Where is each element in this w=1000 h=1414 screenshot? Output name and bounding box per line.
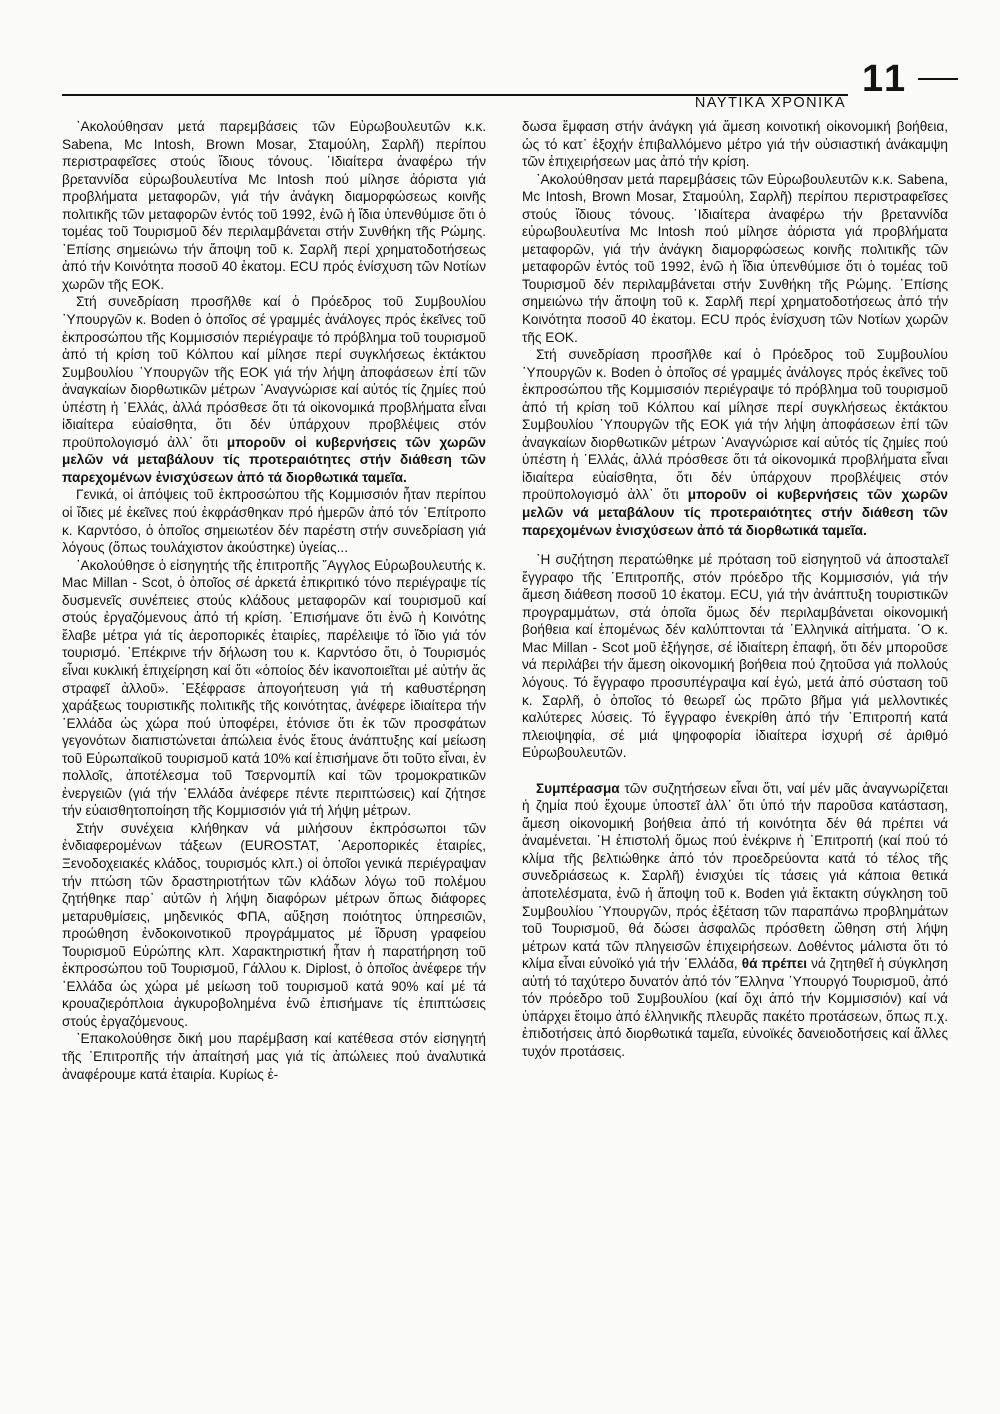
bold-text: μποροῦν οἱ κυβερνήσεις τῶν χωρῶν μελῶν νά μεταβάλουν τίς προτεραιότητες στήν διάθεση τῶν παρεχομένων ἐνισχύσεων ἀπό τά διορθωτικά ταμεῖα.	[522, 487, 948, 538]
bold-text: θά πρέπει	[741, 956, 808, 972]
paragraph: ῾Η συζήτηση περατώθηκε μέ πρόταση τοῦ εἰσηγητοῦ νά ἀποσταλεῖ ἔγγραφο τῆς ᾿Επιτροπῆς, στόν πρόεδρο τῆς Κομμισσιόν, γιά τήν ἄμεση διάθεση ποσοῦ 10 ἑκατομ. ECU, γιά τήν ἀνάπτυξη τουριστικῶν προγραμμάτων, στά ὁποῖα ὅμως δέν περιλαμβάνεται οἰκονομική βοήθεια καί ἑπομένως δέν καλύπτονται τά ῾Ελληνικά αἰτήματα. ῾Ο κ. Mac Millan - Scot μοῦ ἐξήγησε, σέ ἰδιαίτερη ἐπαφή, ὅτι δέν μποροῦσε νά περιλάβει τήν ἄμεση οἰκονομική βοήθεια πού ζητοῦσα γιά πολλούς λόγους. Τό ἔγγραφο προσυπέγραψα καί ἐγώ, μετά ἀπό σύσταση τοῦ κ. Σαρλῆ, ὁ ὁποῖος τό θεωρεῖ ὡς πρῶτο βῆμα γιά μελλοντικές καλύτερες λύσεις. Τό ἔγγραφο ἐνεκρίθη ἀπό τήν ᾿Επιτροπή κατά πλειοψηφία, σέ μιά ψηφοφορία ἰδιαίτερα ἰσχυρή σέ ἀριθμό Εὐρωβουλευτῶν.	[522, 552, 948, 761]
paragraph: ᾿Ακολούθησαν μετά παρεμβάσεις τῶν Εὐρωβουλευτῶν κ.κ. Sabena, Mc Intosh, Brown Mosar, Σταμούλη, Σαρλῆ) περίπου περιστραφεῖσες στούς ἴδιους τόνους. ᾿Ιδιαίτερα ἀναφέρω τήν βρεταννίδα εὐρωβουλευτίνα Mc Intosh πού μίλησε ἀόριστα γιά προβλήματα μεταφορῶν, γιά τήν ἀνάγκη διαμορφώσεως κοινῆς πολιτικῆς τῶν μεταφορῶν ἐντός τοῦ 1992, ἐνῶ ἡ ἴδια ὑπενθύμισε ὅτι ὁ τομέας τοῦ Τουρισμοῦ δέν περιλαμβάνεται στήν Συνθήκη τῆς Ρώμης. ᾿Επίσης σημειώνω τήν ἄποψη τοῦ κ. Σαρλῆ περί χρηματοδοτήσεως ἀπό τήν Κοινότητα ποσοῦ 40 ἑκατομ. ECU πρός ἐνίσχυση τῶν Νοτίων χωρῶν τῆς ΕΟΚ.	[62, 119, 486, 292]
paragraph: Στήν συνέχεια κλήθηκαν νά μιλήσουν ἐκπρόσωποι τῶν ἐνδιαφερομένων τάξεων (EUROSTAT, ᾿Αεροπορικές ἑταιρίες, Ξενοδοχειακές κλάδος, τουρισμός κλπ.) οἱ ὁποῖοι γενικά περιέγραψαν τήν πτώση τῶν δραστηριοτήτων τῶν κλάδων λόγω τοῦ πολέμου ζητήθηκε παρ᾿ αὐτῶν ἡ λήψη διαφόρων μέτρων ὅπως διάφορες μεταρυθμίσεις, μηδενικός ΦΠΑ, αὔξηση ποιότητος ὑπηρεσιῶν, προώθηση ἐνδοκοινοτικοῦ προγράμματος μέ ἵδρυση γραφείου Τουρισμοῦ Εὐρώπης κλπ. Χαρακτηριστική ἦταν ἡ παρατήρηση τοῦ ἐκπροσώπου τοῦ Τουρισμοῦ, Γάλλου κ. Diplost, ὁ ὁποῖος ἀνέφερε τήν ῾Ελλάδα ὡς χώρα μέ μείωση τοῦ τουρισμοῦ κατά 90% καί μέ τά κρουαζιερόπλοια ἀγκυροβολημένα ἐνῶ ἐπισήμανε τίς ἐπιπτώσεις στούς ἐργαζόμενους.	[62, 820, 486, 1029]
paragraph	[522, 780, 948, 1061]
paragraph	[522, 346, 948, 539]
text-run: νά ζητηθεῖ ἡ σύγκληση αὐτή τό ταχύτερο δυνατόν ἀπό τόν ῞Ελληνα ῾Υπουργό Τουρισμοῦ, ἀπό τόν πρόεδρο τοῦ Συμβουλίου (καί ὄχι ἀπό τήν Κομμισσιόν) καί νά ὑπάρχει ἕτοιμο ἀπό ἑλληνικῆς πλευρᾶς πακέτο προτάσεων, ὅπως π.χ. ἐπιδοτήσεις ἀπό διορθωτικά ταμεῖα, εὐνοϊκές δανειοδοτήσεις καί ἄλλες τυχόν προτάσεις.	[522, 956, 948, 1059]
paragraph: Γενικά, οἱ ἀπόψεις τοῦ ἐκπροσώπου τῆς Κομμισσιόν ἦταν περίπου οἱ ἴδιες μέ ἐκεῖνες πού ἐκφράσθηκαν πρό ἡμερῶν ἀπό τόν ᾿Επίτροπο κ. Καρντόσο, ὁ ὁποῖος σημειωτέον δέν παρέστη στήν συνεδρίαση γιά λόγους (ὅπως τουλάχιστον ἀκούστηκε) ὑγείας...	[62, 487, 486, 556]
header-rule-right	[918, 78, 958, 80]
bold-text: Συμπέρασμα	[536, 780, 620, 796]
paragraph: ᾿Ακολούθησε ὁ εἰσηγητής τῆς ἐπιτροπῆς ῎Αγγλος Εὐρωβουλευτής κ. Mac Millan - Scot, ὁ ὁποῖος σέ ἀρκετά ἐπικριτικό τόνο περιέγραψε τίς δυσμενεῖς συνέπειες στούς κλάδους μεταφορῶν καί τουρισμοῦ καί στούς ἐργαζόμενους ἀπό τή κρίση. ᾿Επισήμανε ὅτι ἐνῶ ἡ Κοινότης ἔλαβε μέτρα γιά τίς ἀεροπορικές ἑταιρίες, παρέλειψε τό ἴδιο γιά τόν τουρισμό. ᾿Επέκρινε τήν δήλωση του κ. Καρντόσο ὅτι, ὁ Τουρισμός εἶναι κυκλική ἐπιχείρηση καί ὅτι «ὁποίος δέν ἱκανοποιεῖται μέ αὐτήν ἄς στραφεῖ ἀλλοῦ». ᾿Εξέφρασε ἀπογοήτευση γιά τή καθυστέρηση χαράξεως τουριστικῆς πολιτικῆς τῆς κοινότητας, ἀνέφερε ἰδιαίτερα τήν ῾Ελλάδα ὡς χώρα πού ὑποφέρει, ἐτόνισε ὅτι ἐκ τῶν προσφάτων γεγονότων διαπιστώνεται ἀπώλεια ἑνός ἔτους ἀνάπτυξης καί μείωση τοῦ Εὐρωπαϊκοῦ τουρισμοῦ κατά 10% καί ἐπισήμανε ὅτι τοῦτο εἶναι, ἐν πολλοῖς, ἀποτέλεσμα τοῦ Τσερνομπίλ καί τῶν τρομοκρατικῶν ἐνεργειῶν (γιά τήν ῾Ελλάδα ἀνέφερε πέντε περιπτώσεις) καί ζήτησε τήν εὐαισθητοποίηση τῆς Κομμισσιόν γιά τή λήψη μέτρων.	[62, 557, 486, 819]
text-run: τῶν συζητήσεων εἶναι ὅτι, ναί μέν μᾶς ἀναγνωρίζεται ἡ ζημία πού ἔχουμε ὑποστεῖ ἀλλ᾿ ὅτι ὑπό τήν παροῦσα κατάσταση, ἄμεση οἰκονομική βοήθεια ἀπό τή κοινότητα δέν θά πρέπει νά ἀναμένεται. ῾Η ἐπιστολή ὅμως πού ἐνέκρινε ἡ ᾿Επιτροπή (καί πού τό κλίμα τῆς βελτιώθηκε ἀπό τόν προεδρεύοντα κατά τό τέλος τῆς συνεδριάσεως κ. Σαρλῆ) ἐνισχύει τίς τάσεις γιά κάποια θετικά ἀποτελέσματα, ἐνῶ ἡ ἄποψη τοῦ κ. Boden γιά ἔκτακτη σύγκληση τοῦ Συμβουλίου ῾Υπουργῶν, πρός ἐξέταση τῶν παραπάνω προβλημάτων τοῦ Τουρισμοῦ, θά δώσει ἀσφαλῶς πρόσθετη ὤθηση στή λήψη μέτρων κατά τῶν πληγεισῶν ἐπιχειρήσεων. Δοθέντος μάλιστα ὅτι τό κλίμα εἶναι εὐνοϊκό γιά τήν ῾Ελλάδα,	[522, 780, 948, 972]
publication-title: ΝΑΥΤΙΚΑ ΧΡΟΝΙΚΑ	[694, 95, 846, 111]
paragraph	[62, 293, 486, 486]
right-column	[522, 118, 948, 1060]
page-number: 11	[862, 58, 909, 100]
bold-text: μποροῦν οἱ κυβερνήσεις τῶν χωρῶν μελῶν νά μεταβάλουν τίς προτεραιότητες στήν διάθεση τῶν παρεχομένων ἐνισχύσεων ἀπό τά διορθωτικά ταμεῖα.	[62, 434, 486, 485]
text-run: Στή συνεδρίαση προσῆλθε καί ὁ Πρόεδρος τοῦ Συμβουλίου ῾Υπουργῶν κ. Boden ὁ ὁποῖος σέ γραμμές ἀνάλογες πρός ἐκεῖνες τοῦ ἐκπροσώπου τῆς Κομμισσιόν περιέγραψε τό πρόβλημα τοῦ τουρισμοῦ ἀπό τή κρίση τοῦ Κόλπου καί μίλησε περί συγκλήσεως ἐκτάκτου Συμβουλίου ῾Υπουργῶν τῆς ΕΟΚ γιά τήν λήψη ἀποφάσεων ἐπί τῶν ἀναγκαίων διορθωτικῶν μέτρων ᾿Αναγνώρισε καί αὐτός τίς ζημίες πού ὑπέστη ἡ ῾Ελλάς, ἀλλά πρόσθεσε ὅτι τά οἰκονομικά προβλήματα εἶναι ἰδιαίτερα εὐαίσθητα, ὅτι δέν ὑπάρχουν προβλέψεις στόν προϋπολογισμό ἀλλ᾿ ὅτι	[522, 347, 948, 503]
left-column	[62, 118, 486, 1083]
paragraph: ᾿Επακολούθησε δική μου παρέμβαση καί κατέθεσα στόν εἰσηγητή τῆς ᾿Επιτροπῆς τήν ἀπαίτησή μας γιά τίς ἀπώλειες πού ἀναλυτικά ἀναφέρουμε κατά ἑταιρία. Κυρίως ἐ-	[62, 1031, 486, 1082]
paragraph: ᾿Ακολούθησαν μετά παρεμβάσεις τῶν Εὐρωβουλευτῶν κ.κ. Sabena, Mc Intosh, Brown Mosar, Σταμούλη, Σαρλῆ) περίπου περιστραφεῖσες στούς ἴδιους τόνους. ᾿Ιδιαίτερα ἀναφέρω τήν βρεταννίδα εὐρωβουλευτίνα Mc Intosh πού μίλησε ἀόριστα γιά προβλήματα μεταφορῶν, γιά τήν ἀνάγκη διαμορφώσεως κοινῆς πολιτικῆς τῶν μεταφορῶν ἐντός τοῦ 1992, ἐνῶ ἡ ἴδια ὑπενθύμισε ὅτι ὁ τομέας τοῦ Τουρισμοῦ δέν περιλαμβάνεται στήν Συνθήκη τῆς Ρώμης. ᾿Επίσης σημειώνω τήν ἄποψη τοῦ κ. Σαρλῆ περί χρηματοδοτήσεως ἀπό τήν Κοινότητα ποσοῦ 40 ἑκατομ. ECU πρός ἐνίσχυση τῶν Νοτίων χωρῶν τῆς ΕΟΚ.	[522, 171, 948, 345]
text-run: Στή συνεδρίαση προσῆλθε καί ὁ Πρόεδρος τοῦ Συμβουλίου ῾Υπουργῶν κ. Boden ὁ ὁποῖος σέ γραμμές ἀνάλογες πρός ἐκεῖνες τοῦ ἐκπροσώπου τῆς Κομμισσιόν περιέγραψε τό πρόβλημα τοῦ τουρισμοῦ ἀπό τή κρίση τοῦ Κόλπου καί μίλησε περί συγκλήσεως ἐκτάκτου Συμβουλίου ῾Υπουργῶν τῆς ΕΟΚ γιά τήν λήψη ἀποφάσεων ἐπί τῶν ἀναγκαίων διορθωτικῶν μέτρων ᾿Αναγνώρισε καί αὐτός τίς ζημίες πού ὑπέστη ἡ ῾Ελλάς, ἀλλά πρόσθεσε ὅτι τά οἰκονομικά προβλήματα εἶναι ἰδιαίτερα εὐαίσθητα, ὅτι δέν ὑπάρχουν προβλέψεις στόν προϋπολογισμό ἀλλ᾿ ὅτι	[62, 294, 486, 450]
paragraph: δωσα ἔμφαση στήν ἀνάγκη γιά ἄμεση κοινοτική οἰκονομική βοήθεια, ὡς τό κατ᾿ ἐξοχήν ἐπιβαλλόμενο μέτρο γιά τήν οὐσιαστική ἀνάκαμψη τῶν ἐπιχειρήσεων μας ἀπό τήν κρίση.	[522, 119, 948, 170]
